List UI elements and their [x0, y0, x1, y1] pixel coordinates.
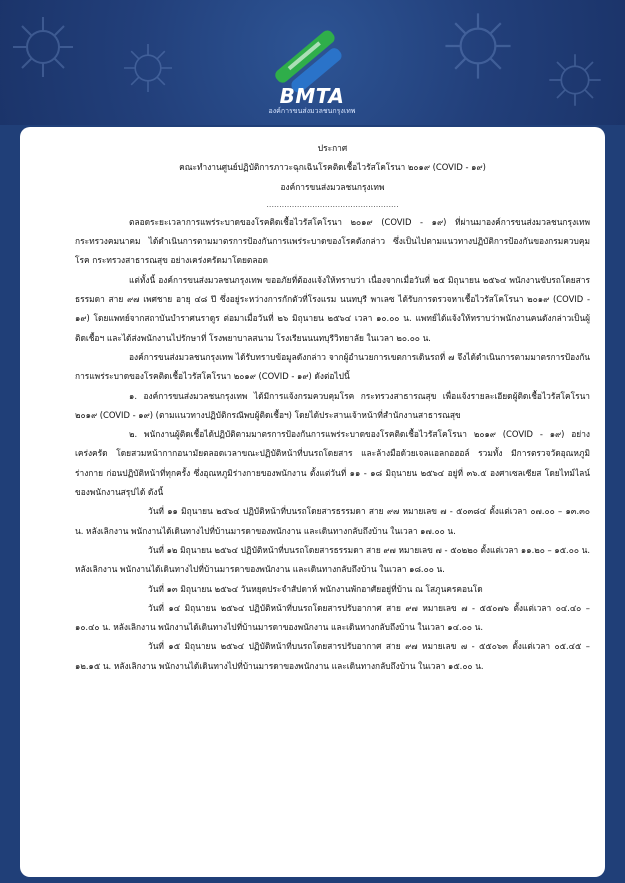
paragraph: ตลอดระยะเวลาการแพร่ระบาดของโรคติดเชื้อไวรัสโคโรนา ๒๐๑๙ (COVID - ๑๙) ที่ผ่านมาองค์การขนส่งมวลชนกรุงเทพ กระทรวงคมนาคม ได้ดำเนินการตามมาตรการป้องกันการแพร่ระบาดของโรคดังกล่าว ซึ่งเป็นไปตามแนวทางปฏิบัติการป้องกันของกรมควบคุมโรค กระทรวงสาธารณสุข อย่างเคร่งครัดมาโดยตลอด: [75, 216, 590, 266]
document-organization: องค์การขนส่งมวลชนกรุงเทพ: [280, 181, 385, 192]
timeline-entry: วันที่ ๑๒ มิถุนายน ๒๕๖๔ ปฏิบัติหน้าที่บนรถโดยสารธรรมดา สาย ๙๗ หมายเลข ๗ - ๕๐๒๒๐ ตั้งแต่เวลา ๑๑.๒๐ – ๑๕.๐๐ น. หลังเลิกงาน พนักงานได้เดินทางไปที่บ้านมารดาของพนักงาน และเดินทางกลับถึงบ้าน ในเวลา ๑๘.๐๐ น.: [75, 544, 590, 575]
document-title: ประกาศ: [317, 143, 348, 153]
virus-icon: [8, 12, 78, 82]
timeline-entry: วันที่ ๑๓ มิถุนายน ๒๕๖๔ วันหยุดประจำสัปดาห์ พนักงานพักอาศัยอยู่ที่บ้าน ณ โสภูนครคอนโด: [148, 583, 483, 594]
announcement-paper: [20, 127, 605, 877]
paragraph: แต่ทั้งนี้ องค์การขนส่งมวลชนกรุงเทพ ขออภัยที่ต้องแจ้งให้ทราบว่า เนื่องจากเมื่อวันที่ ๒๕ มิถุนายน ๒๕๖๔ พนักงานขับรถโดยสารธรรมดา สาย ๙๗ เพศชาย อายุ ๔๘ ปี ซึ่งอยู่ระหว่างการกักตัวที่โรงแรม นนทบุรี พาเลซ ได้รับการตรวจหาเชื้อไวรัสโคโรนา ๒๐๑๙ (COVID - ๑๙) โดยแพทย์จากสถาบันบำราศนราดูร ต่อมาเมื่อวันที่ ๒๖ มิถุนายน ๒๕๖๔ เวลา ๑๐.๐๐ น. แพทย์ได้แจ้งให้ทราบว่าพนักงานคนดังกล่าวเป็นผู้ติดเชื้อฯ และได้ส่งพนักงานไปรักษาที่ โรงพยาบาลสนาม โรงเรียนนนทบุรีวิทยาลัย ในเวลา ๒๐.๐๐ น.: [75, 274, 590, 343]
timeline-entry: วันที่ ๑๕ มิถุนายน ๒๕๖๔ ปฏิบัติหน้าที่บนรถโดยสารปรับอากาศ สาย ๙๗ หมายเลข ๗ - ๕๕๐๖๓ ตั้งแต่เวลา ๐๕.๔๕ – ๑๒.๑๕ น. หลังเลิกงาน พนักงานได้เดินทางไปที่บ้านมารดาของพนักงาน และเดินทางกลับถึงบ้าน ในเวลา ๑๕.๐๐ น.: [75, 641, 590, 671]
header-banner: [0, 0, 625, 125]
paragraph: ๒. พนักงานผู้ติดเชื้อได้ปฏิบัติตามมาตรการป้องกันการแพร่ระบาดของโรคติดเชื้อไวรัสโคโรนา ๒๐๑๙ (COVID - ๑๙) อย่างเคร่งครัด โดยสวมหน้ากากอนามัยตลอดเวลาขณะปฏิบัติหน้าที่บนรถโดยสาร และล้างมือด้วยเจลแอลกอฮอล์ รวมทั้ง มีการตรวจวัดอุณหภูมิร่างกาย ก่อนปฏิบัติหน้าที่ทุกครั้ง ซึ่งอุณหภูมิร่างกายของพนักงาน ตั้งแต่วันที่ ๑๑ - ๑๘ มิถุนายน ๒๕๖๔ อยู่ที่ ๓๖.๕ องศาเซลเซียส โดยไทม์ไลน์ของพนักงานสรุปได้ ดังนี้: [75, 429, 590, 498]
paragraph: องค์การขนส่งมวลชนกรุงเทพ ได้รับทราบข้อมูลดังกล่าว จากผู้อำนวยการเขตการเดินรถที่ ๗ จึงได้ดำเนินการตามมาตรการป้องกันการแพร่ระบาดของโรคติดเชื้อไวรัสโคโรนา ๒๐๑๙ (COVID - ๑๙) ดังต่อไปนี้: [75, 351, 590, 382]
timeline-entry: วันที่ ๑๑ มิถุนายน ๒๕๖๔ ปฏิบัติหน้าที่บนรถโดยสารธรรมดา สาย ๙๗ หมายเลข ๗ - ๕๐๓๘๔ ตั้งแต่เวลา ๐๗.๐๐ – ๑๓.๓๐ น. หลังเลิกงาน พนักงานได้เดินทางไปที่บ้านมารดาของพนักงาน และเดินทางกลับถึงบ้าน ในเวลา ๑๗.๐๐ น.: [75, 506, 590, 536]
virus-icon: [120, 40, 176, 96]
paragraph: ๑. องค์การขนส่งมวลชนกรุงเทพ ได้มีการแจ้งกรมควบคุมโรค กระทรวงสาธารณสุข เพื่อแจ้งรายละเอียดผู้ติดเชื้อไวรัสโคโรนา ๒๐๑๙ (COVID - ๑๙) (ตามแนวทางปฏิบัติกรณีพบผู้ติดเชื้อฯ) โดยได้ประสานเจ้าหน้าที่สำนักงานสาธารณสุข: [75, 390, 590, 420]
announcement-document: [75, 139, 590, 676]
logo-text: BMTA: [279, 84, 345, 108]
virus-icon: [545, 50, 605, 110]
document-subtitle: คณะทำงานศูนย์ปฏิบัติการภาวะฉุกเฉินโรคติดเชื้อไวรัสโคโรนา ๒๐๑๙ (COVID - ๑๙): [179, 162, 486, 173]
logo-subtitle: องค์การขนส่งมวลชนกรุงเทพ: [268, 107, 356, 115]
virus-icon: [440, 8, 516, 84]
separator: ....................................................: [266, 199, 399, 209]
timeline-entry: วันที่ ๑๔ มิถุนายน ๒๕๖๔ ปฏิบัติหน้าที่บนรถโดยสารปรับอากาศ สาย ๙๗ หมายเลข ๗ - ๕๕๐๗๖ ตั้งแต่เวลา ๐๔.๔๐ – ๑๐.๔๐ น. หลังเลิกงาน พนักงานได้เดินทางไปที่บ้านมารดาของพนักงาน และเดินทางกลับถึงบ้าน ในเวลา ๑๔.๐๐ น.: [75, 602, 590, 633]
